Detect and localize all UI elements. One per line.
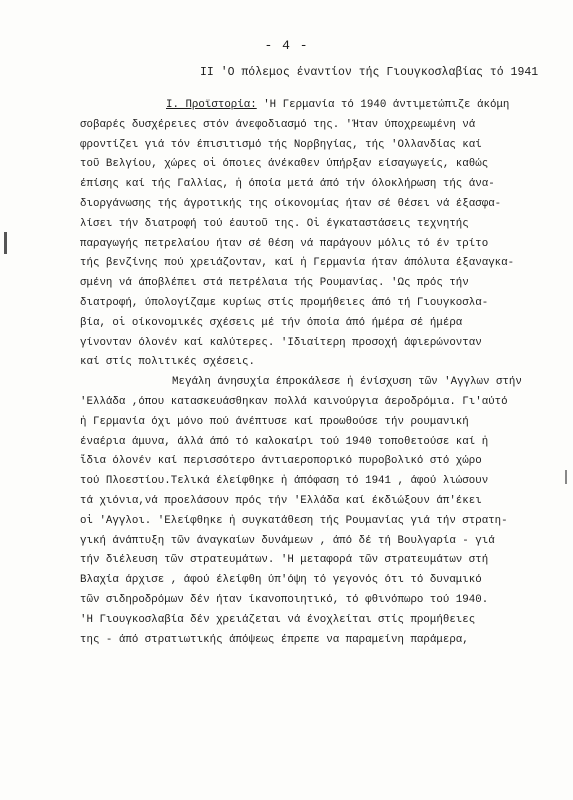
page-number: - 4 - <box>264 38 309 53</box>
text-line: τήν διέλευση τῶν στρατευμάτων. 'Η μεταφορά τῶν στρατευμάτων στή <box>80 554 489 567</box>
text-line: σμένη νά άποβλέπει στά πετρέλαια τής Ρουμανίας. 'Ως πρός τήν <box>80 277 469 290</box>
text-line: έναέρια άμυνα, άλλά άπό τό καλοκαίρι τού 1940 τοποθετούσε καί ἡ <box>80 435 489 448</box>
text-line: καί στίς πολιτικές σχέσεις. <box>80 356 255 369</box>
text-line: παραγωγής πετρελαίου ήταν σέ θέση νά παράγουν μόλις τό έν τρίτο <box>80 237 489 250</box>
text-line: γική άνάπτυξη τῶν άναγκαίων δυνάμεων , άπό δέ τή Βουλγαρία - γιά <box>80 534 495 547</box>
text-line: 'Η Γιουγκοσλαβία δέν χρειάζεται νά ένοχλείται στίς προμήθειες <box>80 613 476 626</box>
margin-mark <box>4 232 7 254</box>
text-line: Μεγάλη άνησυχία έπροκάλεσε ἡ ένίσχυση τῶν 'Αγγλων στήν <box>172 376 522 389</box>
text-line: τά χιόνια,νά προελάσουν πρός τήν 'Ελλάδα καί έκδιώξουν άπ'έκει <box>80 494 482 507</box>
section-label: Ι. Προϊστορία: <box>166 99 257 111</box>
scan-mark <box>565 470 567 484</box>
text-line: ἡ Γερμανία όχι μόνο πού άνέπτυσε καί προωθούσε τήν ρουμανική <box>80 415 469 428</box>
text-line: γίνονταν όλονέν καί καλύτερες. 'Ιδιαίτερη προσοχή άφιερώνονταν <box>80 336 482 349</box>
body-text <box>80 96 550 650</box>
text-line: σοβαρές δυσχέρειες στόν άνεφοδιασμό της. 'Ήταν ύποχρεωμένη νά <box>80 118 476 131</box>
text-line: φροντίζει γιά τόν έπισιτισμό τής Νορβηγίας, τής 'Ολλανδίας καί <box>80 138 482 151</box>
text-line: οἱ 'Αγγλοι. 'Ελείφθηκε ἡ συγκατάθεση τής Ρουμανίας γιά τήν στρατη- <box>80 514 508 527</box>
text-line: 'Ελλάδα ,όπου κατασκευάσθηκαν πολλά καινούργια άεροδρόμια. Γι'αύτό <box>80 395 508 408</box>
text-line: της - άπό στρατιωτικής άπόψεως έπρεπε να παραμείνη παράμερα, <box>80 633 469 646</box>
text-line: διατροφή, ύπολογίζαμε κυρίως στίς προμήθειες άπό τή Γιουγκοσλα- <box>80 296 489 309</box>
text-line <box>80 96 550 116</box>
text-line: έπίσης καί τής Γαλλίας, ἡ όποία μετά άπό τήν όλοκλήρωση τής άνα- <box>80 178 495 191</box>
text-line: τοῦ Βελγίου, χώρες οἱ όποιες άνέκαθεν ύπήρξαν είσαγωγείς, καθώς <box>80 158 489 171</box>
text-line: λίσει τήν διατροφή τού έαυτοῦ της. Οἱ έγκαταστάσεις τεχνητής <box>80 217 469 230</box>
text-line: ἴδια όλονέν καί περισσότερο άντιαεροπορικό πυροβολικό στό χώρο <box>80 455 482 468</box>
chapter-heading: II 'Ο πόλεμος έναντίον τής Γιουγκοσλαβίας τό 1941 <box>200 66 539 79</box>
text-line: τής βενζίνης πού χρειάζονταν, καί ἡ Γερμανία ήταν άπόλυτα έξαναγκα- <box>80 257 515 270</box>
text-line-content: 'Η Γερμανία τό 1940 άντιμετώπιζε άκόμη <box>263 99 510 111</box>
text-line: τῶν σιδηροδρόμων δέν ήταν ίκανοποιητικό, τό φθινόπωρο τού 1940. <box>80 593 489 606</box>
text-line: διοργάνωσης τής άγροτικής της οίκονομίας ήταν σέ θέσει νά έξασφα- <box>80 197 502 210</box>
text-line: Βλαχία άρχισε , άφού έλείφθη ύπ'όψη τό γεγονός ότι τό δυναμικό <box>80 574 482 587</box>
text-line: βία, οἱ οίκονομικές σχέσεις μέ τήν όποία άπό ήμέρα σέ ήμέρα <box>80 316 463 329</box>
text-line: τού Πλοεστίου.Τελικά έλείφθηκε ἡ άπόφαση τό 1941 , άφού λιώσουν <box>80 475 489 488</box>
